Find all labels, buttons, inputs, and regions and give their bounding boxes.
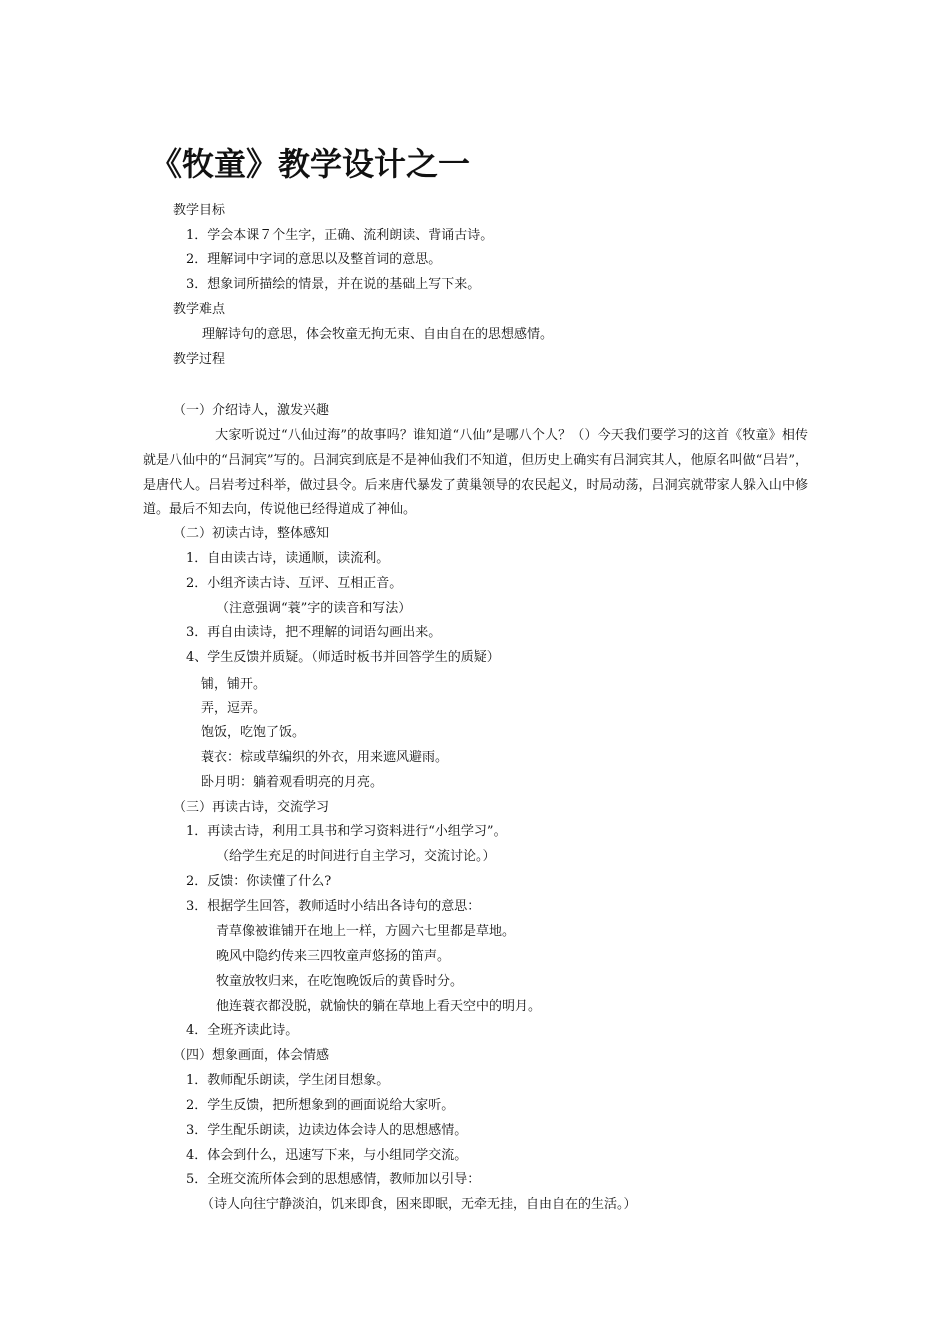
vocab-3: 饱饭，吃饱了饭。 xyxy=(201,725,306,740)
section-4-step-4: 4．体会到什么，迅速写下来，与小组同学交流。 xyxy=(186,1148,468,1163)
meaning-4: 他连蓑衣都没脱，就愉快的躺在草地上看天空中的明月。 xyxy=(216,999,542,1014)
meaning-2: 晚风中隐约传来三四牧童声悠扬的笛声。 xyxy=(216,949,451,964)
objective-2: 2．理解词中字词的意思以及整首词的意思。 xyxy=(186,252,442,267)
objective-1: 1．学会本课７个生字，正确、流利朗读、背诵古诗。 xyxy=(186,228,494,243)
section-3-heading: （三）再读古诗，交流学习 xyxy=(173,800,330,815)
section-3-note: （给学生充足的时间进行自主学习，交流讨论。） xyxy=(216,849,496,864)
section-2-step-2: 2．小组齐读古诗、互评、互相正音。 xyxy=(186,576,403,591)
section-3-step-2: 2．反馈：你读懂了什么? xyxy=(186,874,332,889)
meaning-3: 牧童放牧归来，在吃饱晚饭后的黄昏时分。 xyxy=(216,974,464,989)
vocab-4: 蓑衣：棕或草编织的外衣，用来遮风避雨。 xyxy=(201,750,449,765)
section-4-step-1: 1．教师配乐朗读，学生闭目想象。 xyxy=(186,1073,390,1088)
heading-difficulty: 教学难点 xyxy=(173,302,226,317)
meaning-1: 青草像被谁铺开在地上一样，方圆六七里都是草地。 xyxy=(216,924,516,939)
section-4-step-3: 3．学生配乐朗读，边读边体会诗人的思想感情。 xyxy=(186,1123,468,1138)
section-2-step-3: 3．再自由读诗，把不理解的词语勾画出来。 xyxy=(186,625,442,640)
section-3-step-4: 4．全班齐读此诗。 xyxy=(186,1023,299,1038)
section-4-note: （诗人向往宁静淡泊，饥来即食，困来即眠，无牵无挂，自由自在的生活。） xyxy=(201,1197,637,1212)
section-4-heading: （四）想象画面，体会情感 xyxy=(173,1048,330,1063)
section-3-step-3: 3．根据学生回答，教师适时小结出各诗句的意思： xyxy=(186,899,481,914)
section-2-heading: （二）初读古诗，整体感知 xyxy=(173,526,330,541)
section-1-paragraph xyxy=(143,424,808,523)
document-title: 《牧童》教学设计之一 xyxy=(150,145,471,183)
section-1-paragraph-text: 大家听说过“八仙过海”的故事吗？谁知道“八仙”是哪八个人？（）今天我们要学习的这首《牧童》相传就是八仙中的“吕洞宾”写的。吕洞宾到底是不是神仙我们不知道，但历史上确实有吕洞宾其人，他原名叫做“吕岩”，是唐代人。吕岩考过科举，做过县令。后来唐代暴发了黄巢领导的农民起义，时局动荡，吕洞宾就带家人躲入山中修道。最后不知去向，传说他已经得道成了神仙。 xyxy=(143,428,808,518)
section-2-step-1: 1．自由读古诗，读通顺，读流利。 xyxy=(186,551,390,566)
section-3-step-1: 1．再读古诗，利用工具书和学习资料进行“小组学习”。 xyxy=(186,824,507,839)
section-1-heading: （一）介绍诗人，激发兴趣 xyxy=(173,403,330,418)
section-4-step-2: 2．学生反馈，把所想象到的画面说给大家听。 xyxy=(186,1098,455,1113)
objective-3: 3．想象词所描绘的情景，并在说的基础上写下来。 xyxy=(186,277,481,292)
section-2-step-4: 4、学生反馈并质疑。（师适时板书并回答学生的质疑） xyxy=(186,650,500,665)
heading-objectives: 教学目标 xyxy=(173,203,226,218)
vocab-5: 卧月明：躺着观看明亮的月亮。 xyxy=(201,775,384,790)
section-2-note: （注意强调“蓑”字的读音和写法） xyxy=(216,601,412,616)
vocab-1: 铺，铺开。 xyxy=(201,677,267,692)
section-4-step-5: 5．全班交流所体会到的思想感情，教师加以引导： xyxy=(186,1172,481,1187)
heading-process: 教学过程 xyxy=(173,352,226,367)
difficulty-text: 理解诗句的意思，体会牧童无拘无束、自由自在的思想感情。 xyxy=(202,327,554,342)
vocab-2: 弄，逗弄。 xyxy=(201,701,267,716)
